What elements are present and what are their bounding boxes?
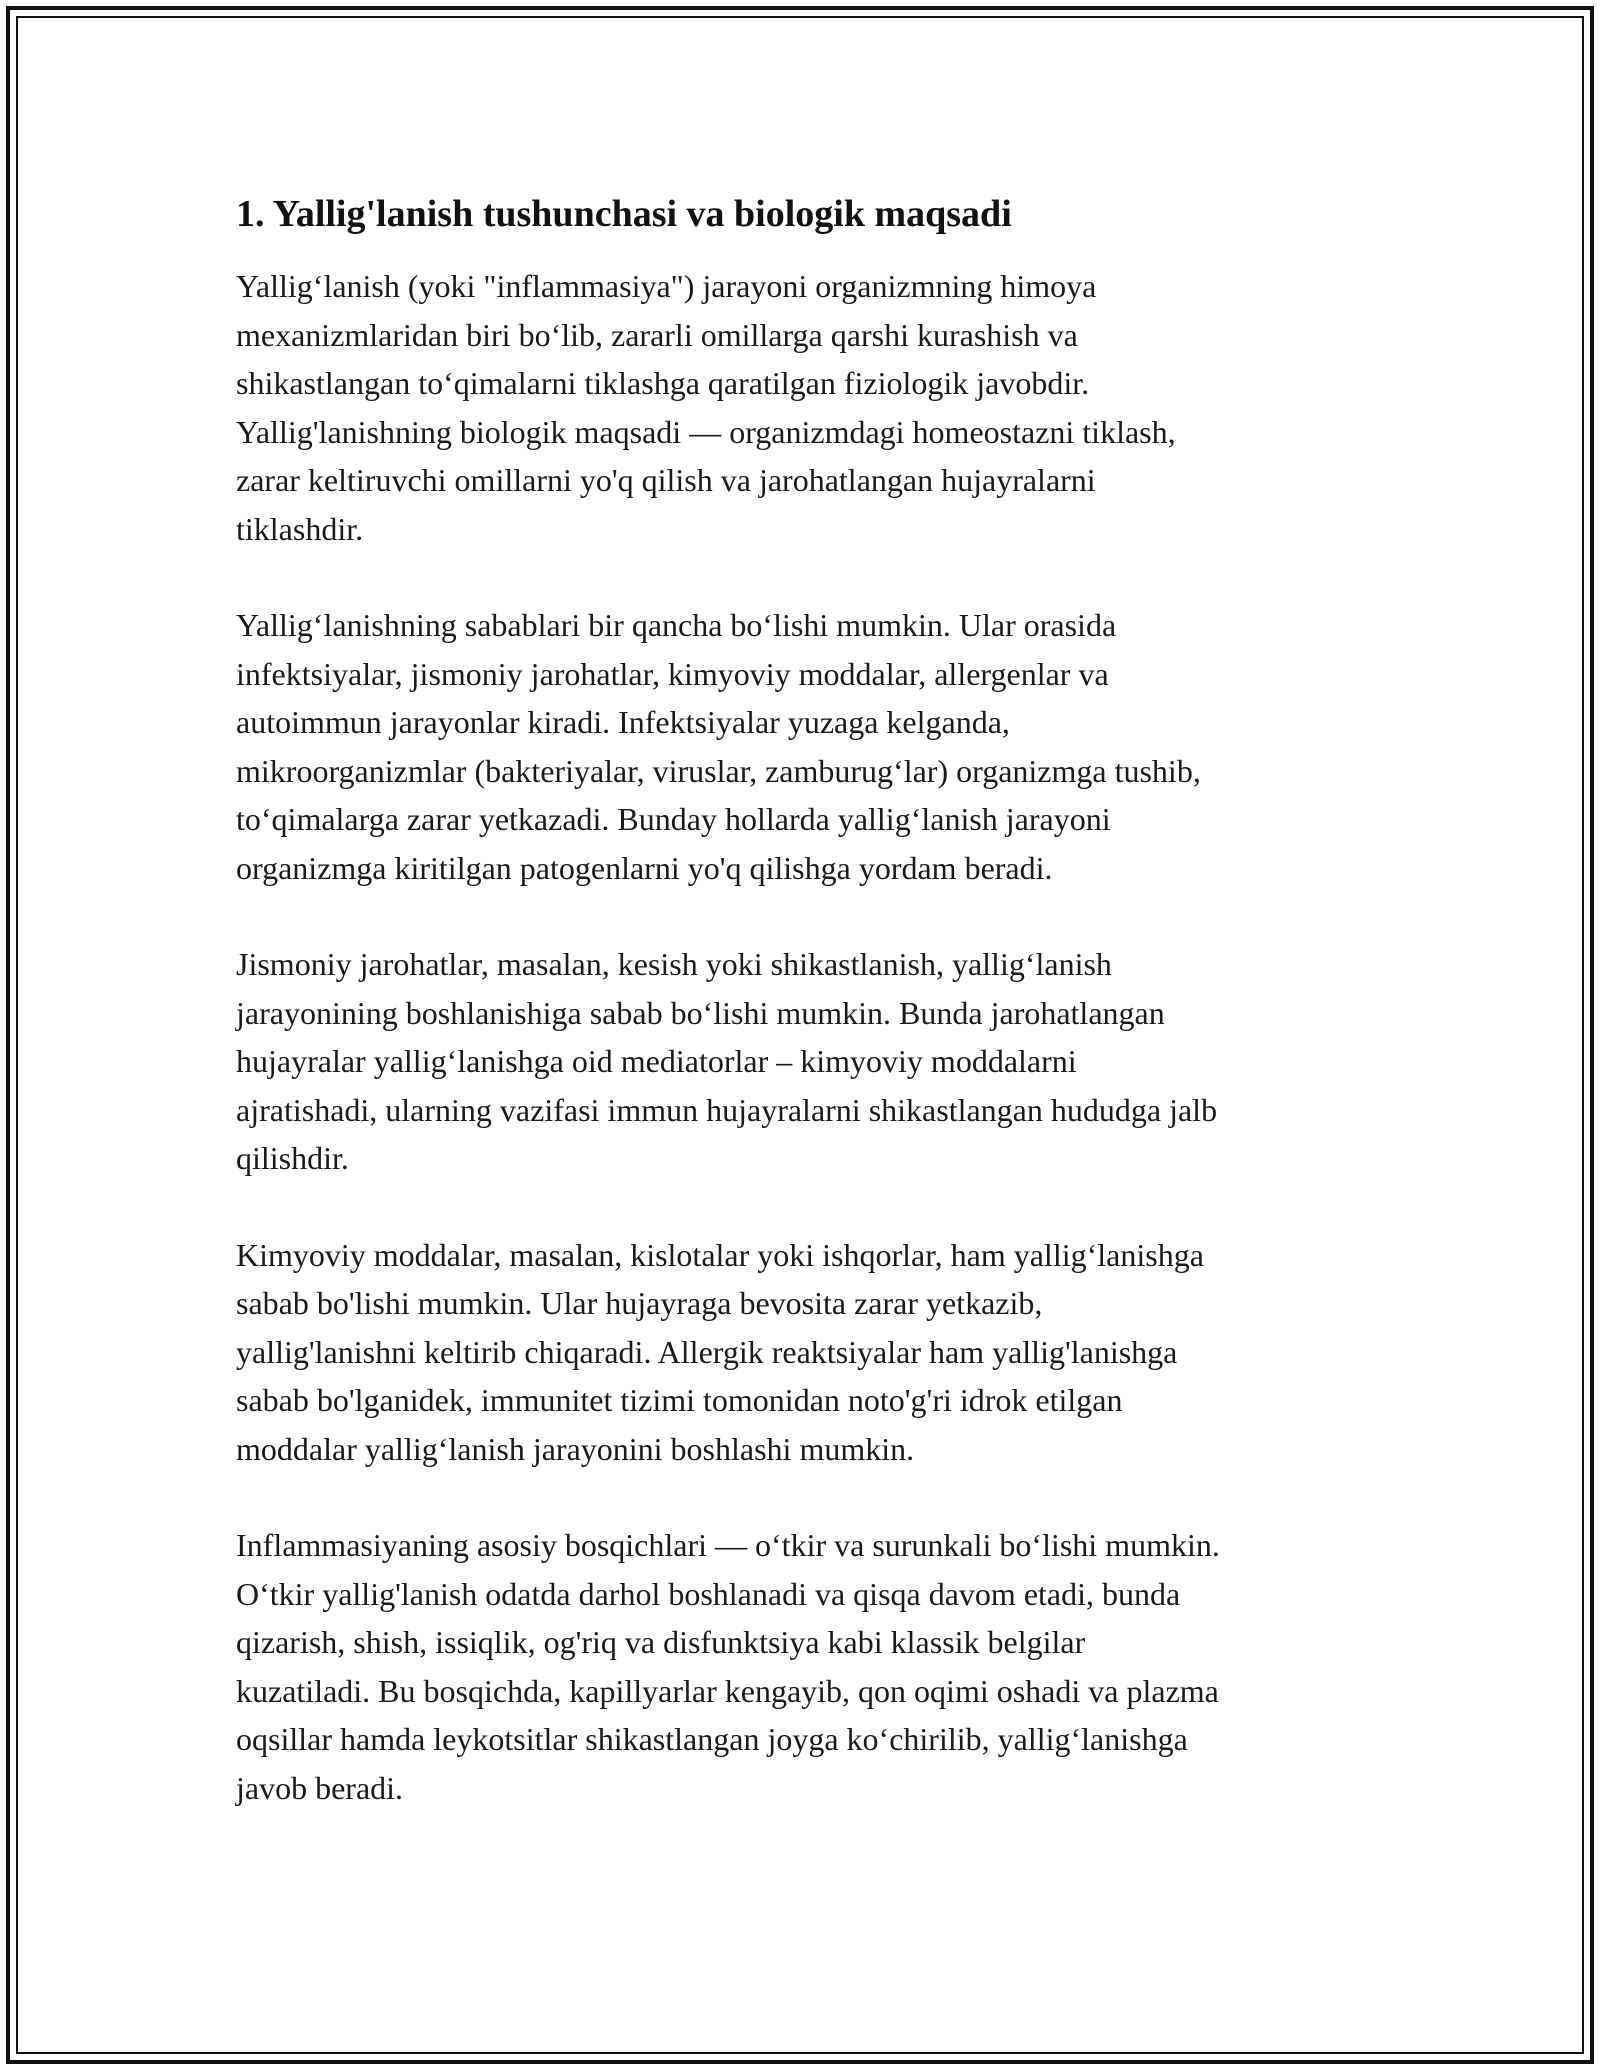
text-line: Yallig'lanishning biologik maqsadi — organizmdagi homeostazni tiklash,	[236, 413, 1176, 450]
text-line: Kimyoviy moddalar, masalan, kislotalar yoki ishqorlar, ham yallig‘lanishga	[236, 1236, 1204, 1273]
text-line: zarar keltiruvchi omillarni yo'q qilish va jarohatlangan hujayralarni	[236, 462, 1096, 498]
text-line: javob beradi.	[236, 1769, 404, 1806]
text-line: tiklashdir.	[236, 510, 364, 547]
paragraph	[236, 1231, 1366, 1474]
text-line: oqsillar hamda leykotsitlar shikastlangan joyga ko‘chirilib, yallig‘lanishga	[236, 1721, 1188, 1757]
text-line: O‘tkir yallig'lanish odatda darhol boshlanadi va qisqa davom etadi, bunda	[236, 1575, 1181, 1612]
text-line: Jismoniy jarohatlar, masalan, kesish yoki shikastlanish, yallig‘lanish	[236, 946, 1112, 982]
text-line: autoimmun jarayonlar kiradi. Infektsiyalar yuzaga kelganda,	[236, 704, 1010, 740]
document-body	[236, 190, 1366, 1860]
text-line: kuzatiladi. Bu bosqichda, kapillyarlar kengayib, qon oqimi oshadi va plazma	[236, 1672, 1219, 1709]
text-line: organizmga kiritilgan patogenlarni yo'q qilishga yordam beradi.	[236, 849, 1053, 886]
text-line: moddalar yallig‘lanish jarayonini boshlashi mumkin.	[236, 1430, 915, 1467]
text-line: to‘qimalarga zarar yetkazadi. Bunday hollarda yallig‘lanish jarayoni	[236, 801, 1111, 837]
text-line: mexanizmlaridan biri bo‘lib, zararli omillarga qarshi kurashish va	[236, 316, 1078, 353]
paragraph	[236, 601, 1366, 892]
text-line: qilishdir.	[236, 1140, 349, 1176]
text-line: Yallig‘lanishning sabablari bir qancha bo‘lishi mumkin. Ular orasida	[236, 607, 1117, 643]
text-line: ajratishadi, ularning vazifasi immun hujayralarni shikastlangan hududga jalb	[236, 1091, 1218, 1128]
text-line: qizarish, shish, issiqlik, og'riq va disfunktsiya kabi klassik belgilar	[236, 1624, 1086, 1660]
paragraph	[236, 1521, 1366, 1812]
text-line: hujayralar yallig‘lanishga oid mediatorlar – kimyoviy moddalarni	[236, 1043, 1077, 1079]
text-line: infektsiyalar, jismoniy jarohatlar, kimyoviy moddalar, allergenlar va	[236, 655, 1109, 692]
text-line: sabab bo'lganidek, immunitet tizimi tomonidan noto'g'ri idrok etilgan	[236, 1382, 1123, 1418]
paragraph	[236, 940, 1366, 1183]
text-line: sabab bo'lishi mumkin. Ular hujayraga bevosita zarar yetkazib,	[236, 1285, 1043, 1321]
text-line: yallig'lanishni keltirib chiqaradi. Allergik reaktsiyalar ham yallig'lanishga	[236, 1333, 1178, 1370]
text-line: Inflammasiyaning asosiy bosqichlari — o‘tkir va surunkali bo‘lishi mumkin.	[236, 1527, 1220, 1563]
section-heading: 1. Yallig'lanish tushunchasi va biologik maqsadi	[236, 193, 1012, 235]
text-line: shikastlangan to‘qimalarni tiklashga qaratilgan fiziologik javobdir.	[236, 365, 1090, 401]
text-line: mikroorganizmlar (bakteriyalar, viruslar, zamburug‘lar) organizmga tushib,	[236, 752, 1201, 789]
paragraph	[236, 262, 1366, 553]
text-line: jarayonining boshlanishiga sabab bo‘lishi mumkin. Bunda jarohatlangan	[236, 994, 1165, 1031]
text-line: Yallig‘lanish (yoki "inflammasiya") jarayoni organizmning himoya	[236, 268, 1097, 304]
